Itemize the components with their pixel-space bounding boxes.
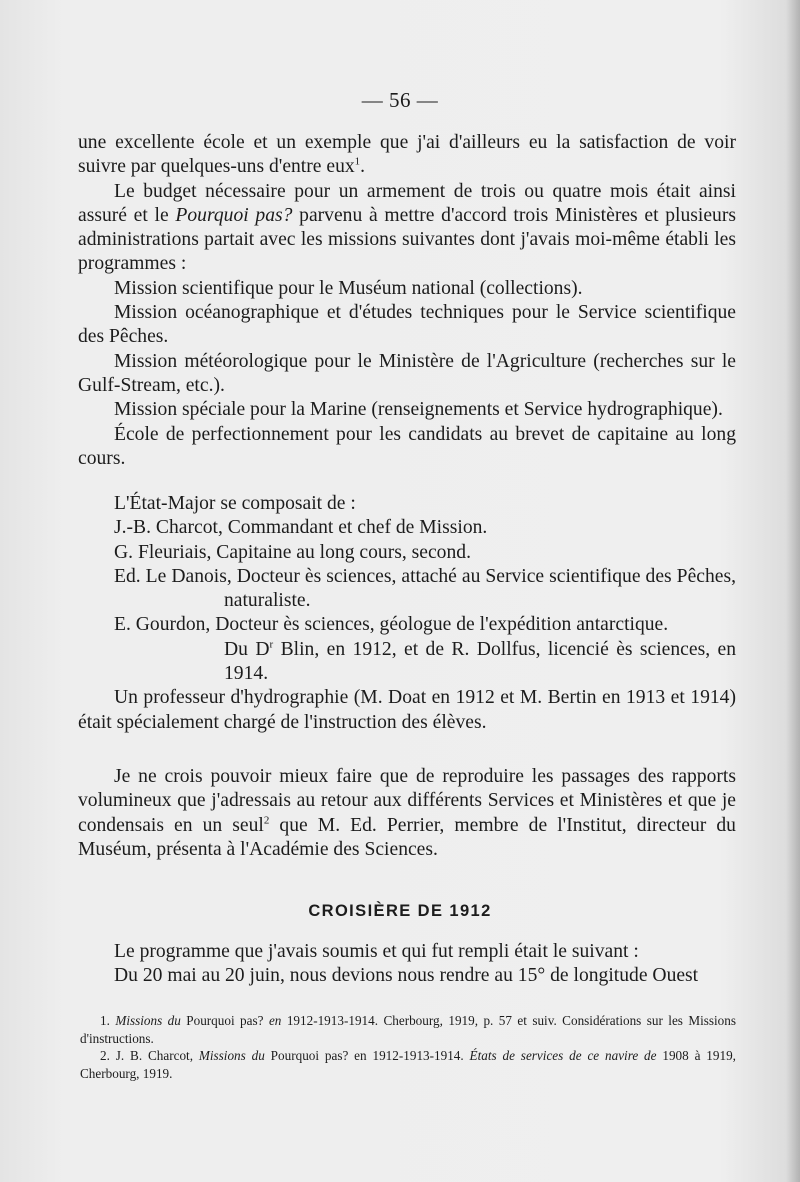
budget-text-b: parvenu à mettre d'accord trois Ministères et plusieurs administrations partait avec les missions suivantes dont j'avais moi-même établi les programmes : [78, 204, 736, 275]
budget-text-a: Le budget nécessaire pour un armement de trois ou quatre mois était ainsi assuré et le [78, 180, 736, 226]
cruise-line: Le programme que j'avais soumis et qui fut rempli était le suivant : [114, 941, 639, 962]
footnote-ref-1: 1 [354, 155, 361, 168]
staff-block [78, 492, 736, 735]
footnote-2-title: Missions du [198, 1048, 265, 1063]
footnote-1-title: Missions du [115, 1013, 181, 1028]
blin-sup: r [269, 638, 274, 651]
reports-text-a: Je ne crois pouvoir mieux faire que de reproduire les passages des rapports volumineux que j'adressais au retour aux différents Services et Ministères et que je condensais en un seul [78, 766, 736, 836]
intro-end: . [360, 156, 366, 178]
mission-item: Mission météorologique pour le Ministère de l'Agriculture (recherches sur le Gulf-Stream, etc.). [78, 350, 736, 396]
blin-text-b: Blin, en 1912, et de R. Dollfus, licencié ès sciences, en 1914. [224, 638, 736, 685]
blin-text-a: Du D [224, 638, 270, 660]
professor-paragraph: Un professeur d'hydrographie (M. Doat en 1912 et M. Bertin en 1913 et 1914) était spécialement chargé de l'instruction des élèves. [78, 687, 736, 733]
footnote-2-ship: Pourquoi pas? en 1912-1913-1914. [264, 1048, 470, 1063]
footnote-2-etats: États de services de ce navire de [469, 1048, 657, 1063]
staff-member: E. Gourdon, Docteur ès sciences, géologue de l'expédition antarctique. [114, 614, 669, 636]
intro-paragraph [78, 131, 736, 180]
cruise-line: Du 20 mai au 20 juin, nous devions nous rendre au 15° de longitude Ouest [114, 965, 699, 987]
footnote-2 [80, 1047, 736, 1082]
cruise-block [78, 940, 736, 989]
page-number: — 56 — [361, 88, 439, 112]
staff-blin [78, 638, 736, 687]
reports-text-b: que M. Ed. Perrier, membre de l'Institut, directeur du Muséum, présenta à l'Académie des Sciences. [78, 814, 736, 860]
mission-item: Mission scientifique pour le Muséum national (collections). [114, 277, 583, 299]
footnote-1-en: en [268, 1013, 282, 1028]
staff-member: Ed. Le Danois, Docteur ès sciences, attaché au Service scientifique des Pêches, naturaliste. [114, 565, 736, 612]
footnote-1-number: 1. [100, 1013, 116, 1028]
reports-paragraph [78, 765, 736, 862]
ship-name: Pourquoi pas? [175, 204, 293, 226]
intro-text: une excellente école et un exemple que j'ai d'ailleurs eu la satisfaction de voir suivre par quelques-uns d'entre eux [78, 132, 736, 178]
footnote-1-ship: Pourquoi pas? [180, 1013, 269, 1028]
staff-member: J.-B. Charcot, Commandant et chef de Mission. [114, 517, 488, 539]
section-heading: CROISIÈRE DE 1912 [308, 902, 492, 920]
staff-intro: L'État-Major se composait de : [114, 493, 356, 514]
intro-block [78, 131, 736, 471]
mission-item: Mission spéciale pour la Marine (renseignements et Service hydrographique). [114, 399, 723, 421]
mission-item: Mission océanographique et d'études techniques pour le Service scientifique des Pêches. [78, 302, 736, 348]
footnote-1 [80, 1012, 736, 1047]
footnote-1-rest: 1912-1913-1914. Cherbourg, 1919, p. 57 et suiv. Considérations sur les Missions d'instructions. [80, 1013, 736, 1046]
footnote-ref-2: 2 [263, 814, 270, 827]
budget-paragraph [78, 180, 736, 277]
mission-item: École de perfectionnement pour les candidats au brevet de capitaine au long cours. [78, 423, 736, 469]
footnote-2-rest: 1908 à 1919, Cherbourg, 1919. [80, 1048, 736, 1081]
footnotes [80, 1012, 736, 1082]
footnote-2-author: 2. J. B. Charcot, [100, 1048, 199, 1063]
staff-member: G. Fleuriais, Capitaine au long cours, second. [114, 541, 471, 563]
page-gutter-shadow [786, 0, 800, 1182]
reports-block [78, 765, 736, 862]
